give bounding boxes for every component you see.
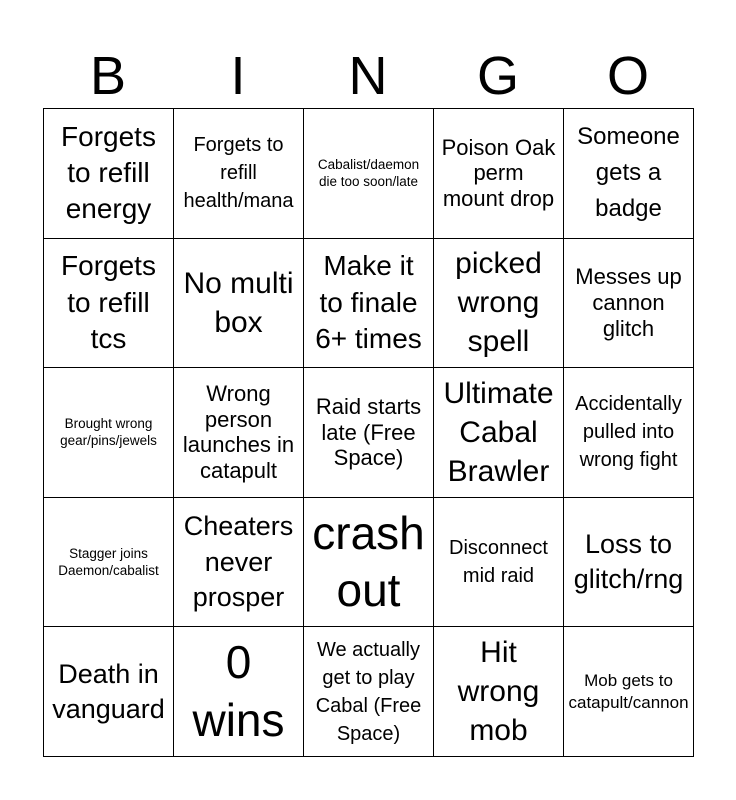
cell-text: We actually get to play Cabal (Free Space) [315, 638, 422, 745]
cell-text: Death in vanguard [52, 658, 165, 724]
bingo-cell[interactable] [174, 368, 304, 498]
cell-text: Make it to finale 6+ times [315, 250, 422, 355]
cell-text: Wrong person launches in catapult [182, 381, 295, 484]
bingo-cell[interactable] [174, 498, 304, 628]
bingo-cell[interactable] [564, 627, 694, 757]
cell-text: Forgets to refill energy [61, 120, 156, 225]
bingo-board [43, 108, 694, 757]
cell-text: No multi box [183, 266, 294, 339]
header-letter-o: O [606, 46, 649, 106]
cell-text: Forgets to refill tcs [61, 250, 156, 355]
header-letter-i: I [230, 46, 246, 106]
bingo-cell[interactable] [174, 239, 304, 369]
bingo-cell[interactable] [304, 109, 434, 239]
bingo-cell[interactable] [434, 368, 564, 498]
cell-text: Cheaters never prosper [183, 511, 294, 612]
bingo-cell[interactable] [304, 368, 434, 498]
bingo-cell[interactable] [304, 239, 434, 369]
cell-text: Stagger joins Daemon/cabalist [58, 545, 159, 579]
bingo-cell[interactable] [304, 627, 434, 757]
bingo-cell[interactable] [434, 627, 564, 757]
cell-text: Loss to glitch/rng [573, 528, 684, 595]
bingo-cell[interactable] [44, 498, 174, 628]
cell-text: Accidentally pulled into wrong fight [575, 393, 682, 472]
bingo-cell[interactable] [174, 627, 304, 757]
cell-text: 0 wins [192, 636, 285, 746]
cell-text: Messes up cannon glitch [575, 264, 682, 341]
bingo-cell[interactable] [304, 498, 434, 628]
cell-text: picked wrong spell [455, 247, 542, 359]
cell-text: Forgets to refill health/mana [183, 134, 294, 213]
cell-text: Ultimate Cabal Brawler [443, 376, 554, 488]
bingo-cell[interactable] [434, 239, 564, 369]
bingo-cell[interactable] [564, 109, 694, 239]
bingo-header [43, 44, 693, 108]
bingo-cell[interactable] [564, 498, 694, 628]
cell-text: Brought wrong gear/pins/jewels [60, 415, 157, 449]
cell-text: Poison Oak perm mount drop [441, 134, 556, 212]
header-letter-n: N [348, 46, 388, 106]
header-letter-g: G [476, 46, 519, 106]
bingo-cell[interactable] [564, 239, 694, 369]
bingo-cell[interactable] [564, 368, 694, 498]
cell-text: Mob gets to catapult/cannon [568, 670, 689, 712]
cell-text: Raid starts late (Free Space) [315, 393, 422, 471]
cell-text: Cabalist/daemon die too soon/late [317, 156, 420, 190]
bingo-cell[interactable] [434, 498, 564, 628]
cell-text: Disconnect mid raid [449, 537, 548, 588]
header-letter-b: B [89, 46, 127, 106]
bingo-cell[interactable] [44, 239, 174, 369]
bingo-cell[interactable] [44, 368, 174, 498]
bingo-cell[interactable] [44, 109, 174, 239]
bingo-cell[interactable] [174, 109, 304, 239]
bingo-cell[interactable] [44, 627, 174, 757]
cell-text: Someone gets a badge [577, 123, 680, 223]
bingo-cell[interactable] [434, 109, 564, 239]
cell-text: Hit wrong mob [457, 636, 540, 748]
cell-text: crash out [312, 506, 425, 617]
